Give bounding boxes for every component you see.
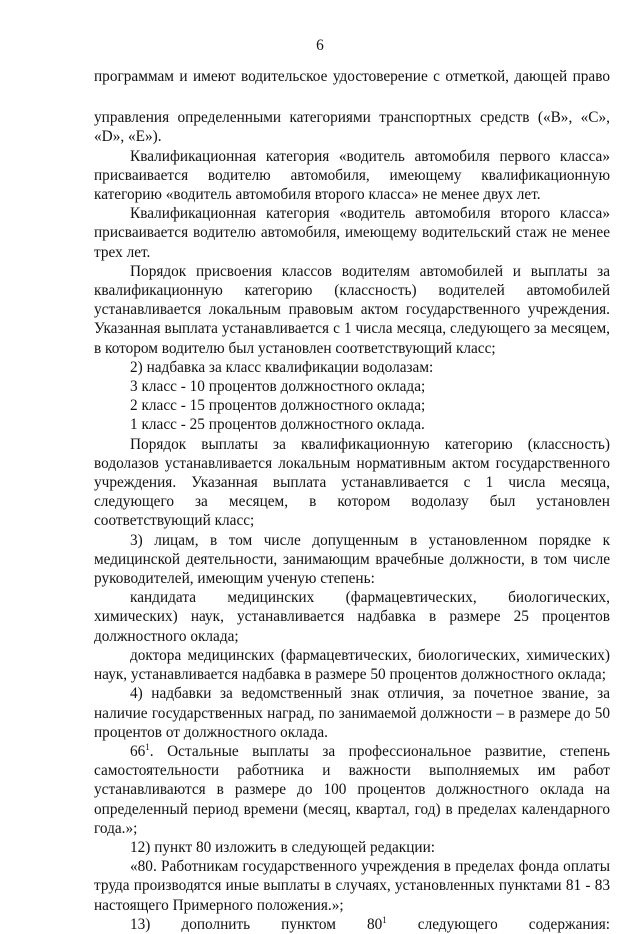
paragraph: 3) лицам, в том числе допущенным в установленном порядке к медицинской деятельности, занимающим врачебные должности, в том числе руководителей, имеющим ученую степень:: [94, 531, 610, 588]
clause-number: 66: [130, 742, 146, 760]
amendment-quote-80: «80. Работникам государственного учреждения в пределах фонда оплаты труда производятся иные выплаты в случаях, установленных пунктами 81 - 83 настоящего Примерного положения.»;: [94, 858, 610, 914]
item-word: дополнить: [181, 915, 251, 933]
paragraph-continuation: программам и имеют водительское удостоверение с отметкой, дающей право: [94, 68, 610, 85]
item-word: следующего: [417, 915, 498, 933]
paragraph: доктора медицинских (фармацевтических, биологических, химических) наук, устанавливается надбавка в размере 50 процентов должностного оклада;: [94, 646, 610, 684]
item-superscript: 1: [382, 914, 387, 925]
page-number: 6: [316, 37, 324, 54]
item-word: содержания:: [528, 915, 611, 933]
paragraph-66-1: [94, 742, 610, 838]
amendment-item-12: 12) пункт 80 изложить в следующей редакции:: [130, 838, 436, 856]
list-item: 3 класс - 10 процентов должностного оклада;: [130, 378, 426, 396]
list-heading: 2) надбавка за класс квалификации водолазам:: [130, 358, 434, 376]
document-body: [94, 67, 610, 934]
item-number: $80^1$: [366, 914, 387, 933]
paragraph: кандидата медицинских (фармацевтических, биологических, химических) наук, устанавливается надбавка в размере 25 процентов должностного оклада;: [94, 589, 610, 645]
spacer: [94, 86, 610, 108]
paragraph: управления определенными категориями транспортных средств («В», «С», «D», «Е»).: [94, 109, 610, 146]
paragraph: Квалификационная категория «водитель автомобиля второго класса» присваивается водителю автомобиля, имеющему водительский стаж не менее трех лет.: [94, 205, 610, 261]
paragraph: Квалификационная категория «водитель автомобиля первого класса» присваивается водителю автомобиля, имеющему квалификационную категорию «водитель автомобиля второго класса» не менее двух лет.: [94, 147, 610, 204]
item-word: пунктом: [281, 915, 336, 933]
clause-superscript: 1: [145, 741, 150, 752]
paragraph: 4) надбавки за ведомственный знак отличия, за почетное звание, за наличие государственных наград, по занимаемой должности – в размере до 50 процентов от должностного оклада.: [94, 685, 610, 741]
clause-text: . Остальные выплаты за профессиональное развитие, степень самостоятельности работника и важности выполняемых им работ устанавливаются в размере до 100 процентов должностного оклада на определенный период времени (месяц, квартал, год) в пределах календарного года.»;: [94, 742, 610, 837]
list-item: 1 класс - 25 процентов должностного оклада.: [130, 416, 425, 434]
list-item: 2 класс - 15 процентов должностного оклада;: [130, 397, 426, 415]
paragraph: Порядок выплаты за квалификационную категорию (классность) водолазов устанавливается локальным нормативным актом государственного учреждения. Указанная выплата устанавливается с 1 числа месяца, следующего за месяцем, в котором водолазу был установлен соответствующий класс;: [94, 435, 610, 530]
item-prefix: 13): [130, 915, 151, 933]
amendment-item-13: [94, 915, 610, 934]
paragraph: Порядок присвоения классов водителям автомобилей и выплаты за квалификационную категорию (классность) водителей автомобилей устанавливается локальным правовым актом государственного учреждения. Указанная выплата устанавливается с 1 числа месяца, следующего за месяцем, в котором водителю был установлен соответствующий класс;: [94, 262, 610, 357]
